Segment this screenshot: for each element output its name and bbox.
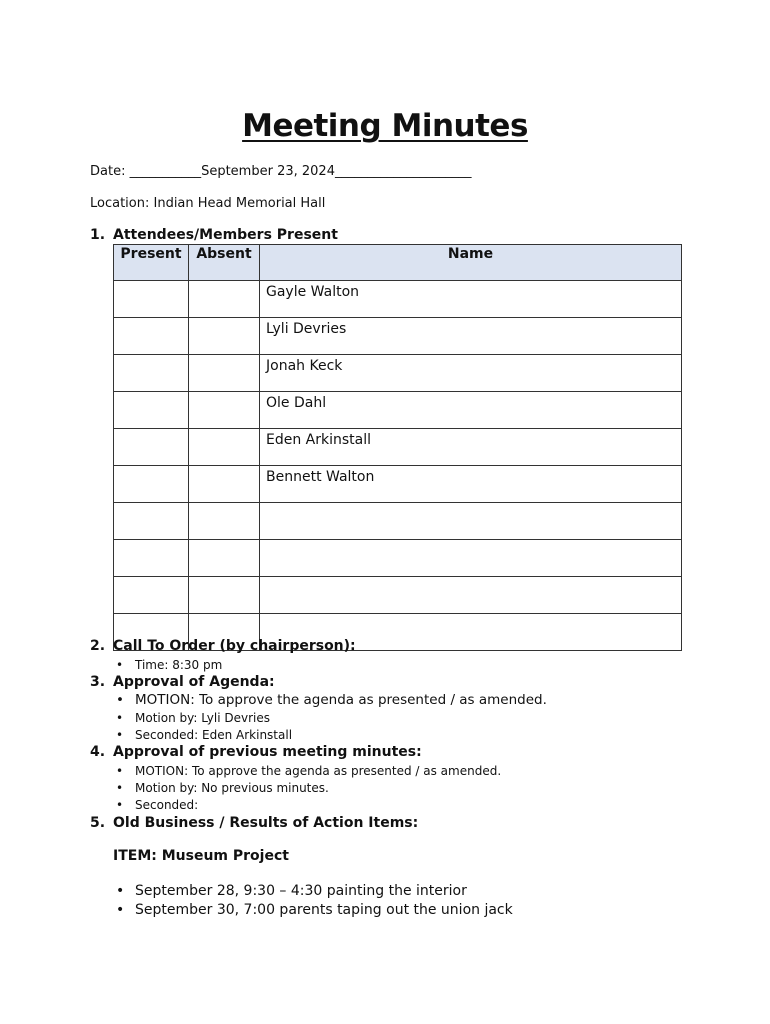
absent-cell[interactable]: [189, 281, 260, 318]
table-header-row: [114, 245, 682, 281]
table-row: [114, 318, 682, 355]
name-cell: Eden Arkinstall: [260, 429, 682, 466]
section-title: Attendees/Members Present: [113, 227, 338, 243]
name-cell[interactable]: [260, 577, 682, 614]
list-item: • MOTION: To approve the agenda as presented / as amended.: [113, 691, 547, 710]
section-number: 3.: [90, 674, 106, 690]
list-item: • MOTION: To approve the agenda as presented / as amended.: [113, 763, 501, 780]
absent-cell[interactable]: [189, 355, 260, 392]
attendance-table: [113, 244, 682, 651]
name-cell: Lyli Devries: [260, 318, 682, 355]
table-row: [114, 281, 682, 318]
section-heading-approval-of-agenda: [90, 674, 275, 690]
present-cell[interactable]: [114, 392, 189, 429]
name-cell[interactable]: [260, 540, 682, 577]
table-row: [114, 577, 682, 614]
table-row: [114, 355, 682, 392]
approval-of-minutes-list: [113, 763, 501, 814]
absent-cell[interactable]: [189, 318, 260, 355]
column-header-present: Present: [114, 245, 189, 281]
list-item: • September 28, 9:30 – 4:30 painting the interior: [113, 882, 513, 901]
page-title: Meeting Minutes: [242, 108, 528, 144]
table-row: [114, 466, 682, 503]
section-title: Old Business / Results of Action Items:: [113, 815, 419, 831]
item-title: ITEM: Museum Project: [113, 848, 289, 864]
approval-of-agenda-list: [113, 691, 547, 744]
present-cell[interactable]: [114, 281, 189, 318]
absent-cell[interactable]: [189, 503, 260, 540]
section-heading-approval-of-minutes: [90, 744, 422, 760]
name-cell: Gayle Walton: [260, 281, 682, 318]
section-number: 1.: [90, 227, 106, 243]
column-header-name: Name: [260, 245, 682, 281]
list-item: • Seconded:: [113, 797, 501, 814]
section-heading-attendees: [90, 227, 338, 243]
absent-cell[interactable]: [189, 577, 260, 614]
list-item: • Seconded: Eden Arkinstall: [113, 727, 547, 744]
name-cell: Bennett Walton: [260, 466, 682, 503]
list-item: • Time: 8:30 pm: [113, 657, 222, 674]
section-title: Approval of previous meeting minutes:: [113, 744, 422, 760]
section-number: 5.: [90, 815, 106, 831]
section-heading-call-to-order: [90, 638, 356, 654]
table-row: [114, 392, 682, 429]
present-cell[interactable]: [114, 540, 189, 577]
absent-cell[interactable]: [189, 540, 260, 577]
absent-cell[interactable]: [189, 466, 260, 503]
present-cell[interactable]: [114, 318, 189, 355]
list-item: • Motion by: No previous minutes.: [113, 780, 501, 797]
section-heading-old-business: [90, 815, 418, 831]
table-row: [114, 540, 682, 577]
call-to-order-list: [113, 657, 222, 674]
location-line: Location: Indian Head Memorial Hall: [90, 196, 326, 211]
name-cell: Jonah Keck: [260, 355, 682, 392]
section-number: 2.: [90, 638, 106, 654]
section-number: 4.: [90, 744, 106, 760]
present-cell[interactable]: [114, 466, 189, 503]
list-item: • September 30, 7:00 parents taping out the union jack: [113, 901, 513, 920]
table-row: [114, 429, 682, 466]
present-cell[interactable]: [114, 429, 189, 466]
present-cell[interactable]: [114, 355, 189, 392]
date-line: Date: ___________September 23, 2024_____________________: [90, 164, 472, 179]
name-cell[interactable]: [260, 503, 682, 540]
absent-cell[interactable]: [189, 429, 260, 466]
old-business-list: [113, 882, 513, 920]
absent-cell[interactable]: [189, 392, 260, 429]
column-header-absent: Absent: [189, 245, 260, 281]
name-cell: Ole Dahl: [260, 392, 682, 429]
present-cell[interactable]: [114, 577, 189, 614]
list-item: • Motion by: Lyli Devries: [113, 710, 547, 727]
section-title: Approval of Agenda:: [113, 674, 275, 690]
section-title: Call To Order (by chairperson):: [113, 638, 356, 654]
table-row: [114, 503, 682, 540]
present-cell[interactable]: [114, 503, 189, 540]
